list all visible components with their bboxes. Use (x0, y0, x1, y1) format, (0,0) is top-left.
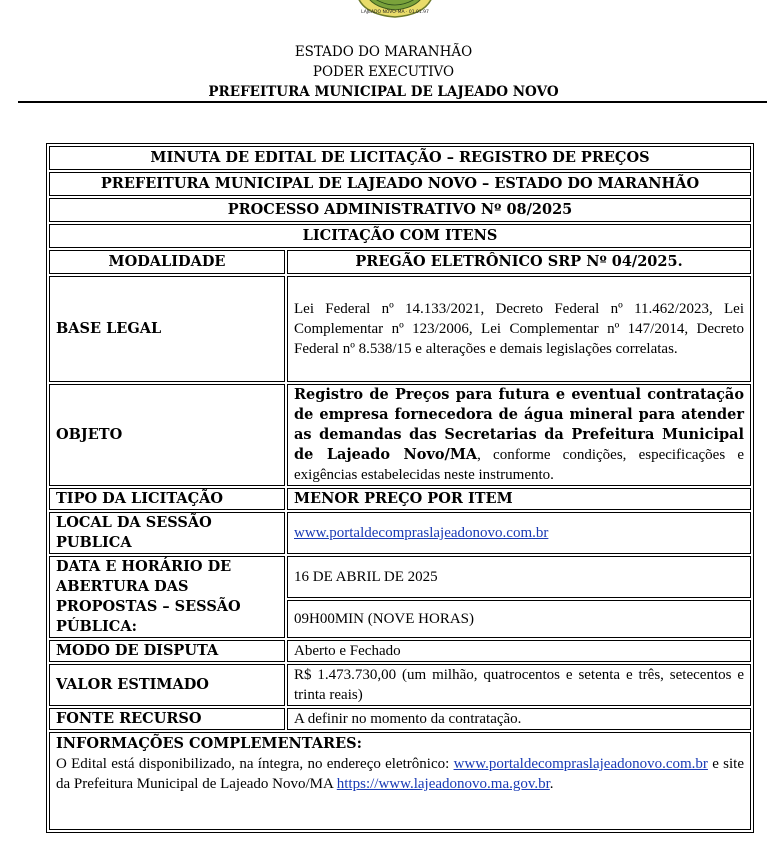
process-number: PROCESSO ADMINISTRATIVO Nº 08/2025 (49, 198, 751, 222)
objeto-value-rest: , conforme condições, especificações e exigências estabelecidas neste instrumento. (294, 447, 744, 483)
modalidade-row (49, 250, 751, 274)
municipal-seal (352, 0, 438, 20)
fonte-label: FONTE RECURSO (49, 708, 285, 730)
title-row-1 (49, 146, 751, 170)
data-label: DATA E HORÁRIO DE ABERTURA DAS PROPOSTAS – SESSÃO PÚBLICA: (49, 556, 285, 638)
objeto-label: OBJETO (49, 384, 285, 486)
edital-summary-table (46, 143, 754, 833)
title-row-2 (49, 172, 751, 196)
header-municipality: PREFEITURA MUNICIPAL DE LAJEADO NOVO (208, 84, 559, 100)
licitation-type-heading: LICITAÇÃO COM ITENS (49, 224, 751, 248)
header-divider (18, 101, 767, 103)
header-power: PODER EXECUTIVO (312, 64, 455, 80)
title-row-3 (49, 198, 751, 222)
local-row (49, 512, 751, 554)
base-legal-label: BASE LEGAL (49, 276, 285, 382)
table-title: MINUTA DE EDITAL DE LICITAÇÃO – REGISTRO DE PREÇOS (49, 146, 751, 170)
seal-inscription: LAJEADO NOVO-MA · 01.01.97 (361, 10, 429, 15)
document-header (0, 42, 767, 102)
hora-value: 09H00MIN (NOVE HORAS) (287, 600, 751, 638)
info-paragraph (56, 754, 744, 794)
objeto-value (287, 384, 751, 486)
title-row-4 (49, 224, 751, 248)
data-value: 16 DE ABRIL DE 2025 (287, 556, 751, 598)
info-site-link[interactable]: https://www.lajeadonovo.ma.gov.br (336, 776, 550, 792)
modalidade-label: MODALIDADE (49, 250, 285, 274)
info-text-3: . (549, 776, 554, 792)
objeto-row (49, 384, 751, 486)
modo-value: Aberto e Fechado (287, 640, 751, 662)
info-cell (49, 732, 751, 830)
data-row (49, 556, 751, 598)
info-text-1: O Edital está disponibilizado, na íntegra, no endereço eletrônico: (56, 756, 454, 772)
valor-value: R$ 1.473.730,00 (um milhão, quatrocentos e setenta e três, setecentos e trinta reais) (287, 664, 751, 706)
base-legal-row (49, 276, 751, 382)
table-subtitle: PREFEITURA MUNICIPAL DE LAJEADO NOVO – ESTADO DO MARANHÃO (49, 172, 751, 196)
tipo-value: MENOR PREÇO POR ITEM (287, 488, 751, 510)
info-row (49, 732, 751, 830)
info-text-2: e site da Prefeitura Municipal de Lajeado Novo/MA (56, 756, 744, 792)
valor-row (49, 664, 751, 706)
info-portal-link[interactable]: www.portaldecompraslajeadonovo.com.br (453, 756, 708, 772)
modo-row (49, 640, 751, 662)
base-legal-value: Lei Federal nº 14.133/2021, Decreto Federal nº 11.462/2023, Lei Complementar nº 123/2006, Lei Complementar nº 147/2014, Decreto Federal nº 8.538/15 e alterações e demais legislações correlatas. (287, 276, 751, 382)
seal-emblem-icon (352, 0, 438, 20)
valor-label: VALOR ESTIMADO (49, 664, 285, 706)
header-state: ESTADO DO MARANHÃO (294, 44, 473, 60)
objeto-value-bold: Registro de Preços para futura e eventual contratação de empresa fornecedora de água mineral para atender as demandas das Secretarias da Prefeitura Municipal de Lajeado Novo/MA (294, 386, 744, 463)
fonte-row (49, 708, 751, 730)
tipo-row (49, 488, 751, 510)
modalidade-value: PREGÃO ELETRÔNICO SRP Nº 04/2025. (287, 250, 751, 274)
modo-label: MODO DE DISPUTA (49, 640, 285, 662)
tipo-label: TIPO DA LICITAÇÃO (49, 488, 285, 510)
local-portal-link[interactable]: www.portaldecompraslajeadonovo.com.br (294, 525, 549, 541)
info-title: INFORMAÇÕES COMPLEMENTARES: (56, 735, 362, 752)
fonte-value: A definir no momento da contratação. (287, 708, 751, 730)
local-label: LOCAL DA SESSÃO PUBLICA (49, 512, 285, 554)
